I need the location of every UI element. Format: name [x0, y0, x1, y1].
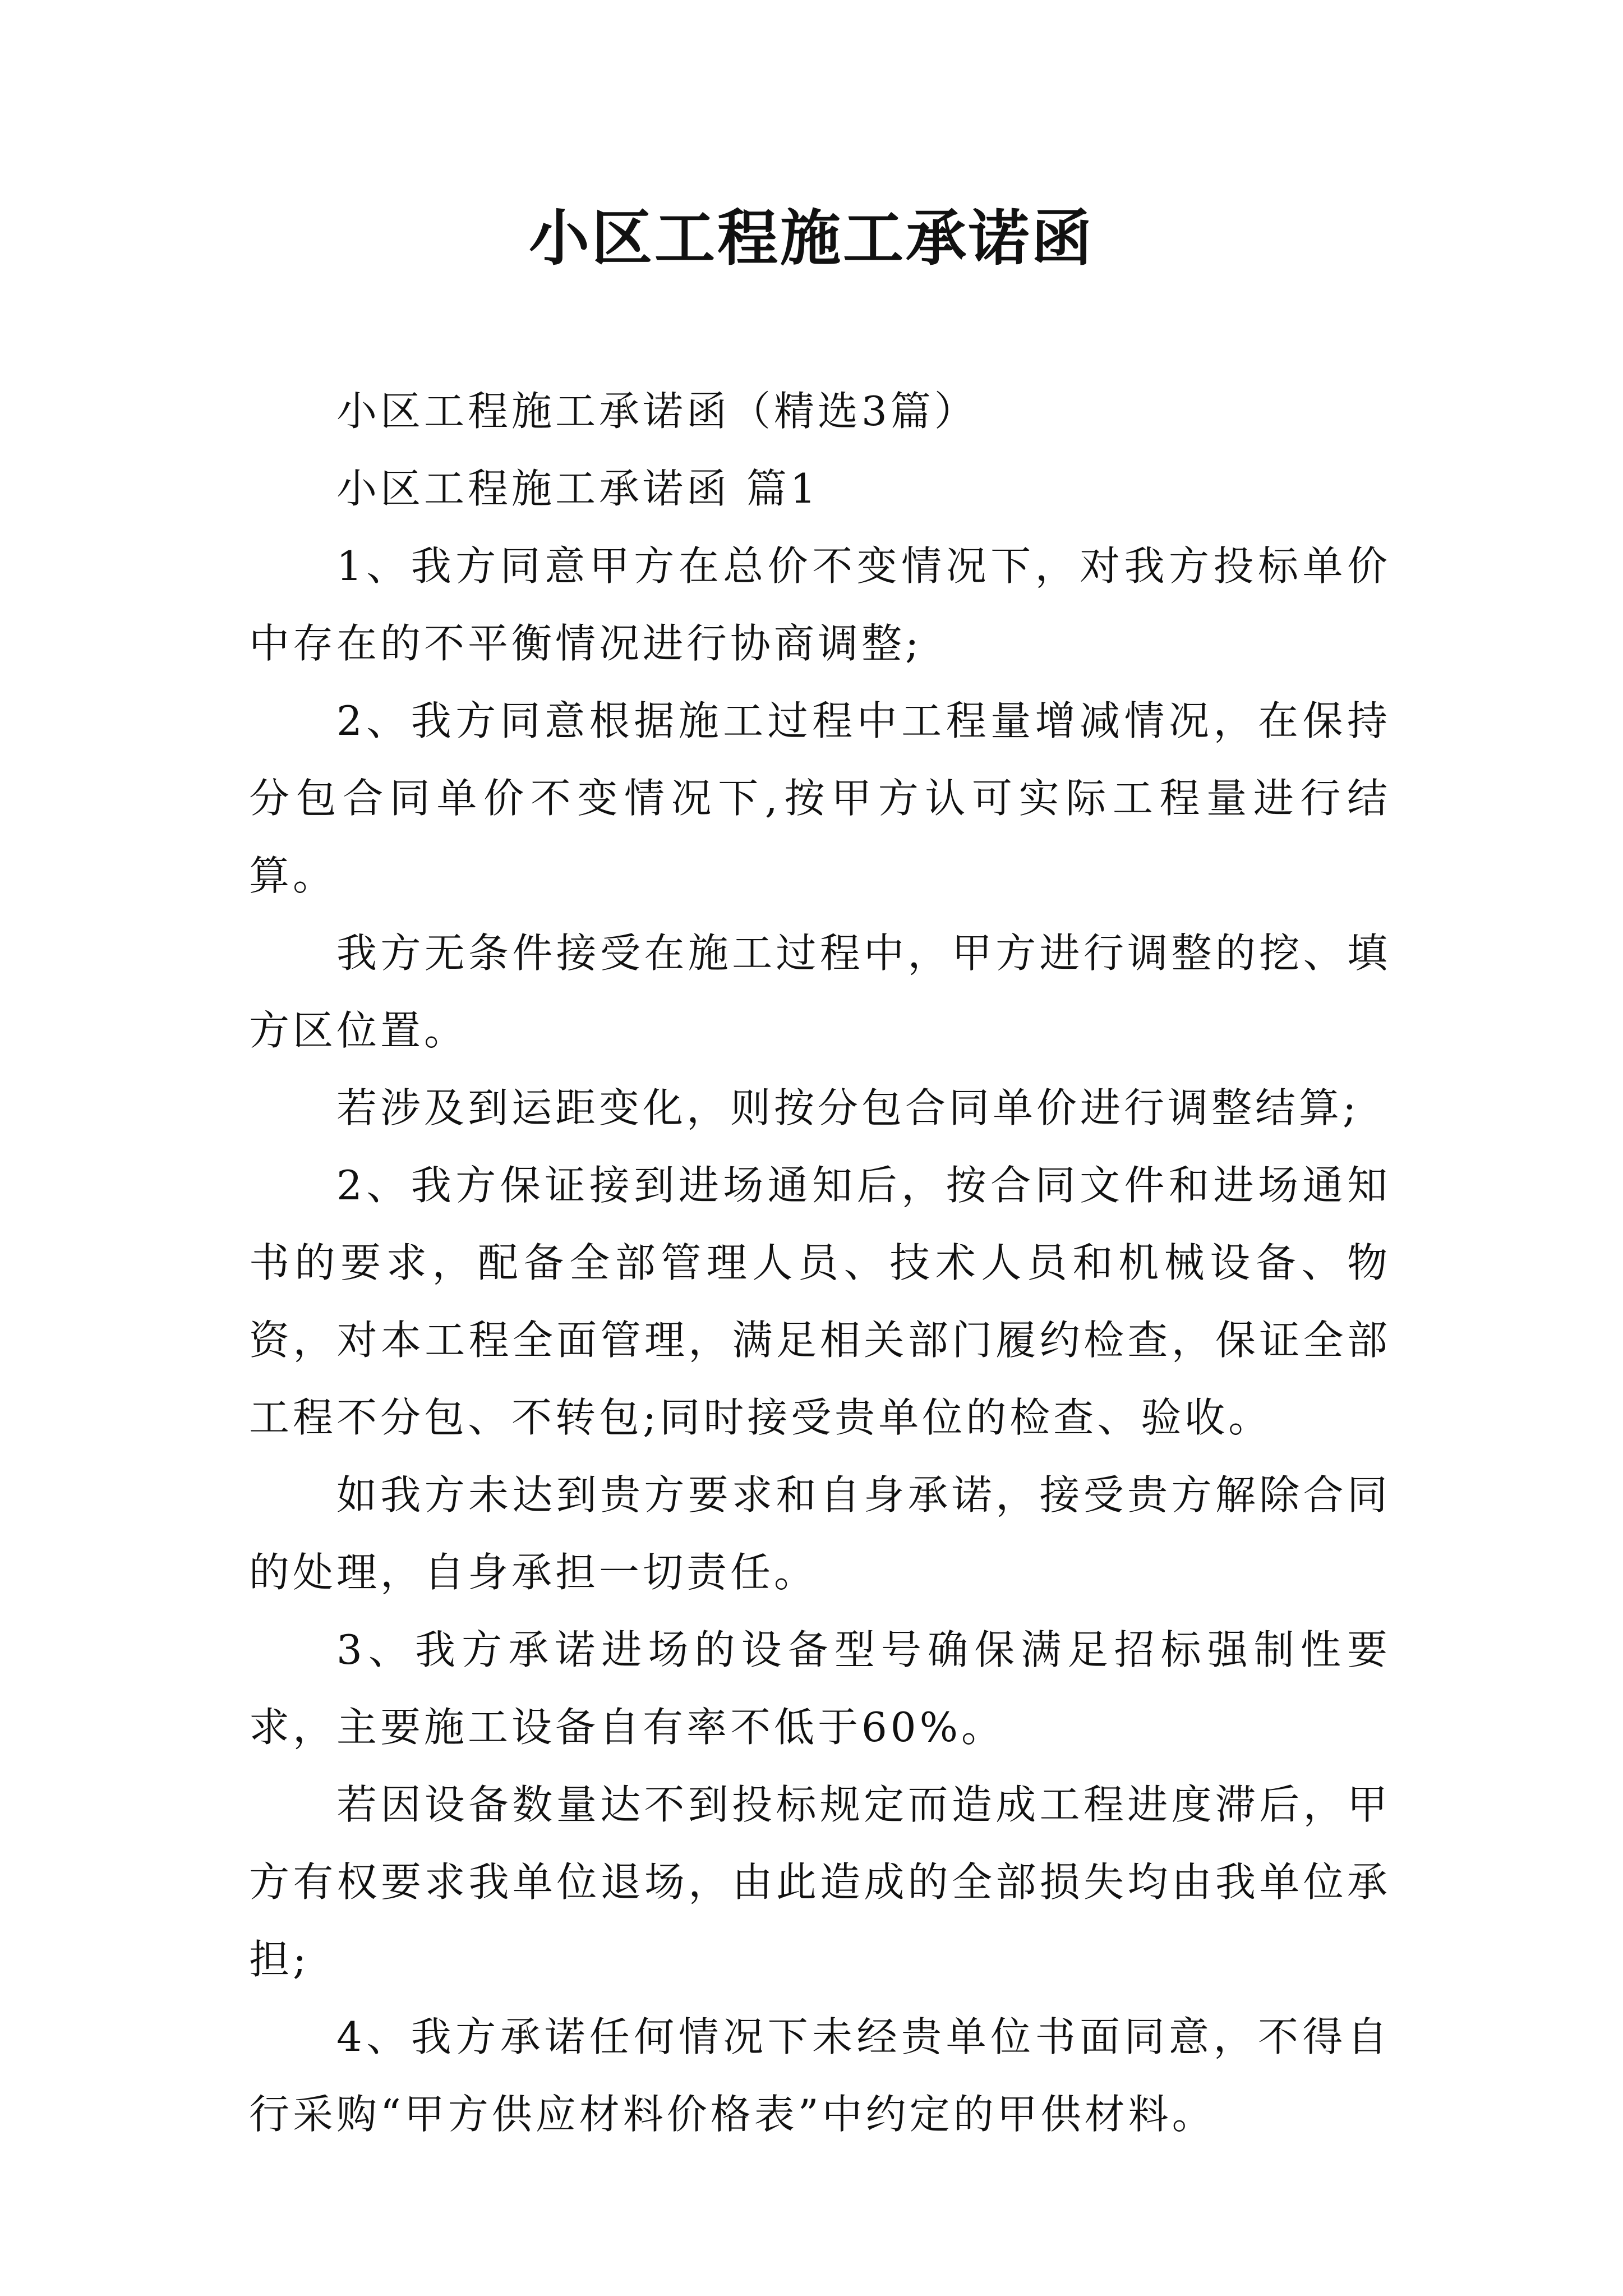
- body-paragraph: 1、我方同意甲方在总价不变情况下，对我方投标单价中存在的不平衡情况进行协商调整;: [249, 542, 1391, 667]
- body-paragraph: 若涉及到运距变化，则按分包合同单价进行调整结算;: [336, 1084, 1360, 1131]
- body-paragraph: 我方无条件接受在施工过程中，甲方进行调整的挖、填方区位置。: [249, 930, 1391, 1054]
- subtitle-paragraph: 小区工程施工承诺函（精选3篇）: [336, 388, 978, 435]
- body-paragraph: 若因设备数量达不到投标规定而造成工程进度滞后，甲方有权要求我单位退场，由此造成的全部损失均由我单位承担;: [249, 1781, 1391, 1983]
- body-paragraph: 3、我方承诺进场的设备型号确保满足招标强制性要求，主要施工设备自有率不低于60%。: [249, 1626, 1391, 1751]
- document-title: 小区工程施工承诺函: [528, 203, 1094, 274]
- body-paragraph: 2、我方保证接到进场通知后，按合同文件和进场通知书的要求，配备全部管理人员、技术人员和机械设备、物资，对本工程全面管理，满足相关部门履约检查，保证全部工程不分包、不转包;同时接受贵单位的检查、验收。: [249, 1162, 1391, 1441]
- document-body: [249, 372, 1391, 2153]
- body-paragraph: 如我方未达到贵方要求和自身承诺，接受贵方解除合同的处理，自身承担一切责任。: [249, 1471, 1391, 1596]
- section-heading: 小区工程施工承诺函 篇1: [336, 465, 819, 512]
- body-paragraph: 4、我方承诺任何情况下未经贵单位书面同意，不得自行采购“甲方供应材料价格表”中约定的甲供材料。: [249, 2013, 1391, 2138]
- body-paragraph: 2、我方同意根据施工过程中工程量增减情况，在保持分包合同单价不变情况下,按甲方认可实际工程量进行结算。: [249, 697, 1391, 899]
